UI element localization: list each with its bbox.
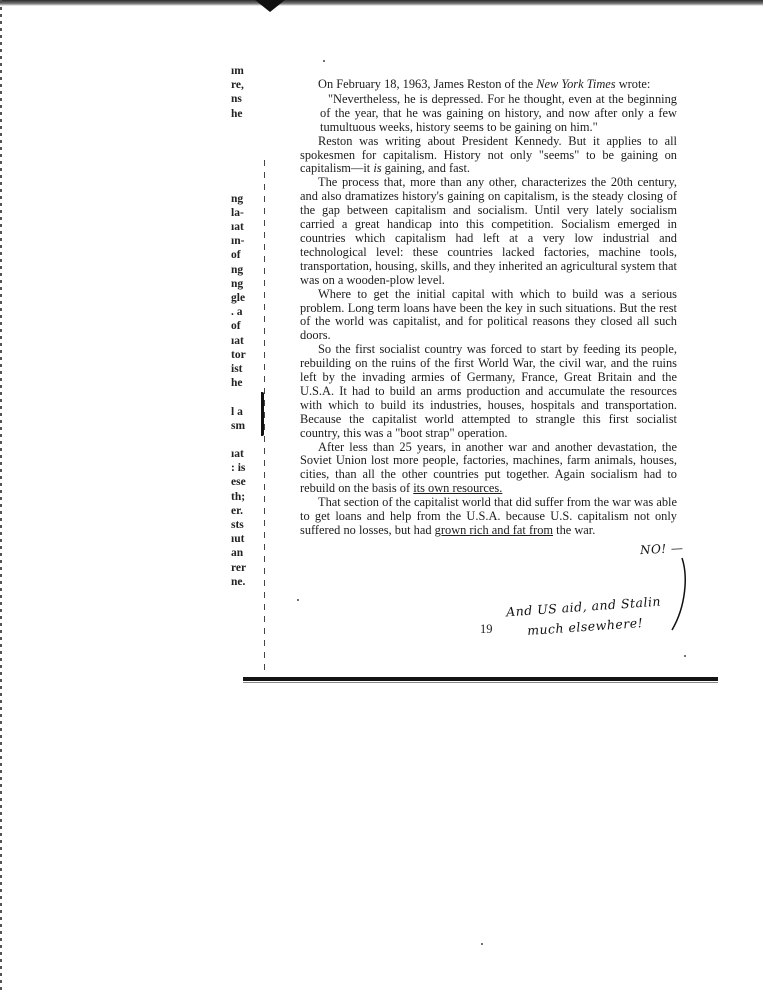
- handwritten-note-line: much elsewhere!: [526, 614, 644, 639]
- intro-paragraph: On February 18, 1963, James Reston of the New York Times wrote:: [318, 77, 651, 91]
- margin-fragment: ns: [231, 93, 242, 106]
- margin-fragment: ng: [231, 263, 244, 276]
- margin-fragment: ne.: [231, 575, 246, 588]
- publication-name: New York Times: [536, 77, 616, 91]
- margin-fragment: ıut: [231, 533, 245, 546]
- margin-fragment: rer: [231, 561, 247, 574]
- article-body: [300, 78, 677, 538]
- margin-fragment: : is: [231, 462, 246, 475]
- underlined-phrase: grown rich and fat from: [434, 523, 554, 537]
- margin-fragment: ng: [231, 277, 244, 290]
- margin-fragment: ıat: [231, 448, 244, 461]
- margin-fragment: re,: [231, 79, 244, 92]
- paragraph-soviet-union: After less than 25 years, in another war and another devastation, the Soviet Union lost more people, factories, machines, farm animals, houses, cities, than all the other countries put together. Again socialism had to rebuild on the basis of its own resources.: [300, 439, 677, 496]
- margin-fragment: ese: [231, 476, 246, 489]
- paragraph-first-socialist-country: So the first socialist country was forced to start by feeding its people, rebuilding on the ruins of the first World War, the civil war, and the ruins left by the invading armies of Germany, France, Great Britain and the U.S.A. It had to build an arms production and accumulate the resources with which to build its industries, houses, hospitals and transportation. Because the capitalist world attempted to strangle this first socialist country, this was a "boot strap" operation.: [300, 342, 677, 440]
- margin-fragment: [231, 178, 261, 192]
- margin-fragment: l a: [231, 405, 243, 418]
- bottom-rule: [243, 677, 718, 681]
- page-number: 19: [480, 622, 493, 636]
- scan-speck: [323, 60, 325, 62]
- handwritten-bracket-mark: [668, 556, 690, 632]
- paragraph-reston: Reston was writing about President Kennedy. But it applies to all spokesmen for capitalism. History not only "seems" to be gaining on capitalism—it is gaining, and fast.: [300, 133, 677, 176]
- paragraph-capitalist-world: That section of the capitalist world that did suffer from the war was able to get loans and help from the U.S.A. because U.S. capitalism not only suffered no losses, but had grown rich and fat from the war.: [300, 495, 677, 537]
- margin-fragment: [231, 149, 261, 163]
- margin-fragment: [231, 121, 261, 135]
- margin-fragment: he: [231, 107, 243, 120]
- margin-fragment: . a: [231, 306, 243, 319]
- top-scan-mark: [255, 0, 285, 12]
- paragraph-process: The process that, more than any other, characterizes the 20th century, and also dramatizes history's gaining on capitalism, is the steady closing of the gap between capitalism and socialism. Until very lately socialism carried a great handicap into this competition. Socialism emerged in countries which capitalism had left at a very low industrial and technological level: these countries lacked factories, machine tools, transportation, housing, skills, and they inherited an agricultural system that was on a wooden-plow level.: [300, 175, 677, 287]
- reston-quote: "Nevertheless, he is depressed. For he thought, even at the beginning of the year, that he was gaining on history, and now after only a few tumultuous weeks, history seems to be gaining on him.": [320, 91, 677, 134]
- left-scan-edge: [0, 0, 2, 990]
- margin-fragment: ıat: [231, 334, 244, 347]
- top-scan-border: [0, 0, 763, 6]
- margin-fragment: [231, 163, 261, 177]
- paragraph-capital: Where to get the initial capital with which to build was a serious problem. Long term loans have been the key in such situations. But the rest of the world was capitalist, and for political reasons they closed all such doors.: [300, 286, 677, 343]
- margin-fragment: of: [231, 320, 241, 333]
- margin-fragment: er.: [231, 504, 244, 517]
- previous-page-margin-fragments: [231, 64, 261, 589]
- margin-fragment: an: [231, 547, 244, 560]
- margin-bracket-mark: [257, 392, 264, 436]
- margin-fragment: th;: [231, 490, 246, 503]
- scan-speck: [481, 943, 483, 945]
- margin-fragment: ıat: [231, 221, 244, 234]
- handwritten-margin-note: NO! —: [639, 540, 684, 558]
- margin-fragment: of: [231, 249, 241, 262]
- margin-dashed-rule: [264, 160, 265, 670]
- margin-fragment: tor: [231, 348, 246, 361]
- scan-speck: [297, 599, 299, 601]
- margin-fragment: [231, 135, 261, 149]
- margin-fragment: ist: [231, 362, 243, 375]
- margin-fragment: la-: [231, 206, 244, 219]
- margin-fragment: he: [231, 377, 243, 390]
- scan-speck: [684, 655, 686, 657]
- margin-fragment: sts: [231, 519, 244, 531]
- underlined-phrase: its own resources.: [413, 481, 503, 496]
- margin-fragment: ım: [231, 65, 244, 77]
- margin-fragment: ın-: [231, 235, 245, 248]
- margin-fragment: gle: [231, 292, 246, 304]
- margin-fragment: ng: [231, 192, 244, 205]
- handwritten-note-line: And US aid, and Stalin: [505, 593, 662, 620]
- bottom-rule-shadow: [243, 682, 718, 683]
- margin-fragment: sm: [231, 419, 246, 432]
